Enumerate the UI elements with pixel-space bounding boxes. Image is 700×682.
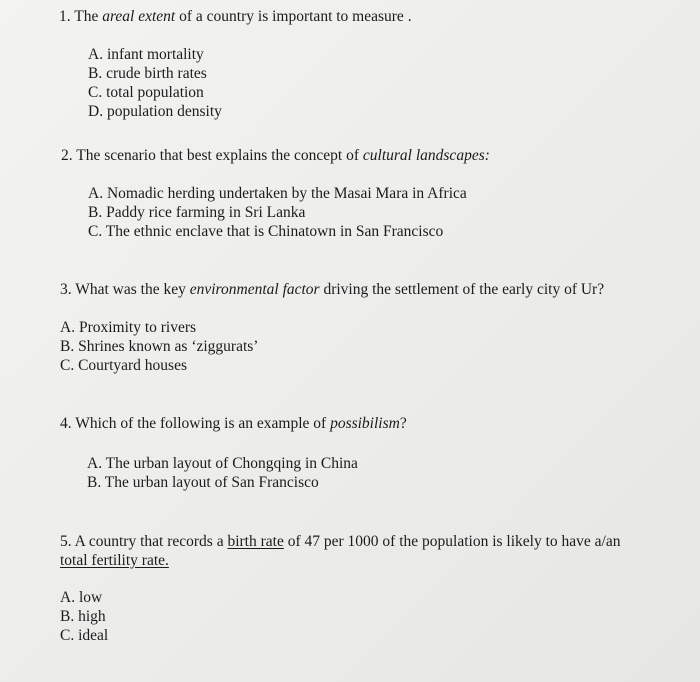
option-c[interactable]: C. The ethnic enclave that is Chinatown in San Francisco (88, 223, 444, 240)
option-b[interactable]: B. crude birth rates (88, 65, 207, 82)
option-b[interactable]: B. Shrines known as ‘ziggurats’ (60, 338, 259, 355)
question-text: driving the settlement of the early city of Ur? (319, 281, 605, 298)
question-text: A country that records a (74, 533, 228, 550)
question-5-prompt-line-2 (60, 551, 620, 570)
question-number: 1. (59, 8, 71, 25)
question-3 (60, 280, 604, 299)
question-text: The scenario that best explains the concept of (76, 147, 363, 164)
question-number: 3. (60, 281, 72, 298)
option-a[interactable]: A. Proximity to rivers (60, 319, 197, 336)
question-number: 5. (60, 533, 72, 550)
question-2 (61, 146, 490, 165)
question-5 (60, 532, 620, 570)
option-b[interactable]: B. The urban layout of San Francisco (87, 474, 319, 491)
question-emphasis: possibilism (330, 415, 400, 432)
question-2-prompt (61, 146, 490, 165)
question-2-options (88, 184, 467, 241)
question-1 (59, 7, 412, 26)
question-text: Which of the following is an example of (75, 415, 331, 432)
option-a[interactable]: A. Nomadic herding undertaken by the Masai Mara in Africa (88, 185, 467, 202)
question-text: ? (399, 415, 407, 432)
question-text: . (407, 8, 412, 25)
question-text: of 47 per 1000 of the population is likely to have a/an (283, 533, 621, 550)
question-3-options (60, 318, 258, 375)
question-5-prompt (60, 532, 620, 551)
question-1-options (88, 45, 222, 121)
option-c[interactable]: C. ideal (60, 627, 109, 644)
question-underlined-term: total fertility rate. (60, 552, 169, 569)
question-text: of a country is important to measure (175, 8, 404, 25)
option-d[interactable]: D. population density (88, 103, 222, 120)
option-a[interactable]: A. infant mortality (88, 46, 204, 63)
question-3-prompt (60, 280, 604, 299)
question-emphasis: cultural landscapes: (362, 147, 490, 164)
question-underlined-term: birth rate (227, 533, 284, 550)
question-number: 2. (61, 147, 73, 164)
question-5-options (60, 588, 108, 645)
option-a[interactable]: A. The urban layout of Chongqing in China (87, 455, 358, 472)
question-4-prompt (60, 414, 407, 433)
option-c[interactable]: C. Courtyard houses (60, 357, 188, 374)
question-emphasis: environmental factor (189, 281, 320, 298)
question-emphasis: areal extent (102, 8, 176, 25)
question-4 (60, 414, 407, 433)
option-b[interactable]: B. high (60, 608, 106, 625)
question-1-prompt (59, 7, 412, 26)
question-text: The (74, 8, 103, 25)
option-c[interactable]: C. total population (88, 84, 204, 101)
question-4-options (87, 454, 358, 492)
question-text: What was the key (75, 281, 190, 298)
option-a[interactable]: A. low (60, 589, 103, 606)
option-b[interactable]: B. Paddy rice farming in Sri Lanka (88, 204, 306, 221)
question-number: 4. (60, 415, 72, 432)
